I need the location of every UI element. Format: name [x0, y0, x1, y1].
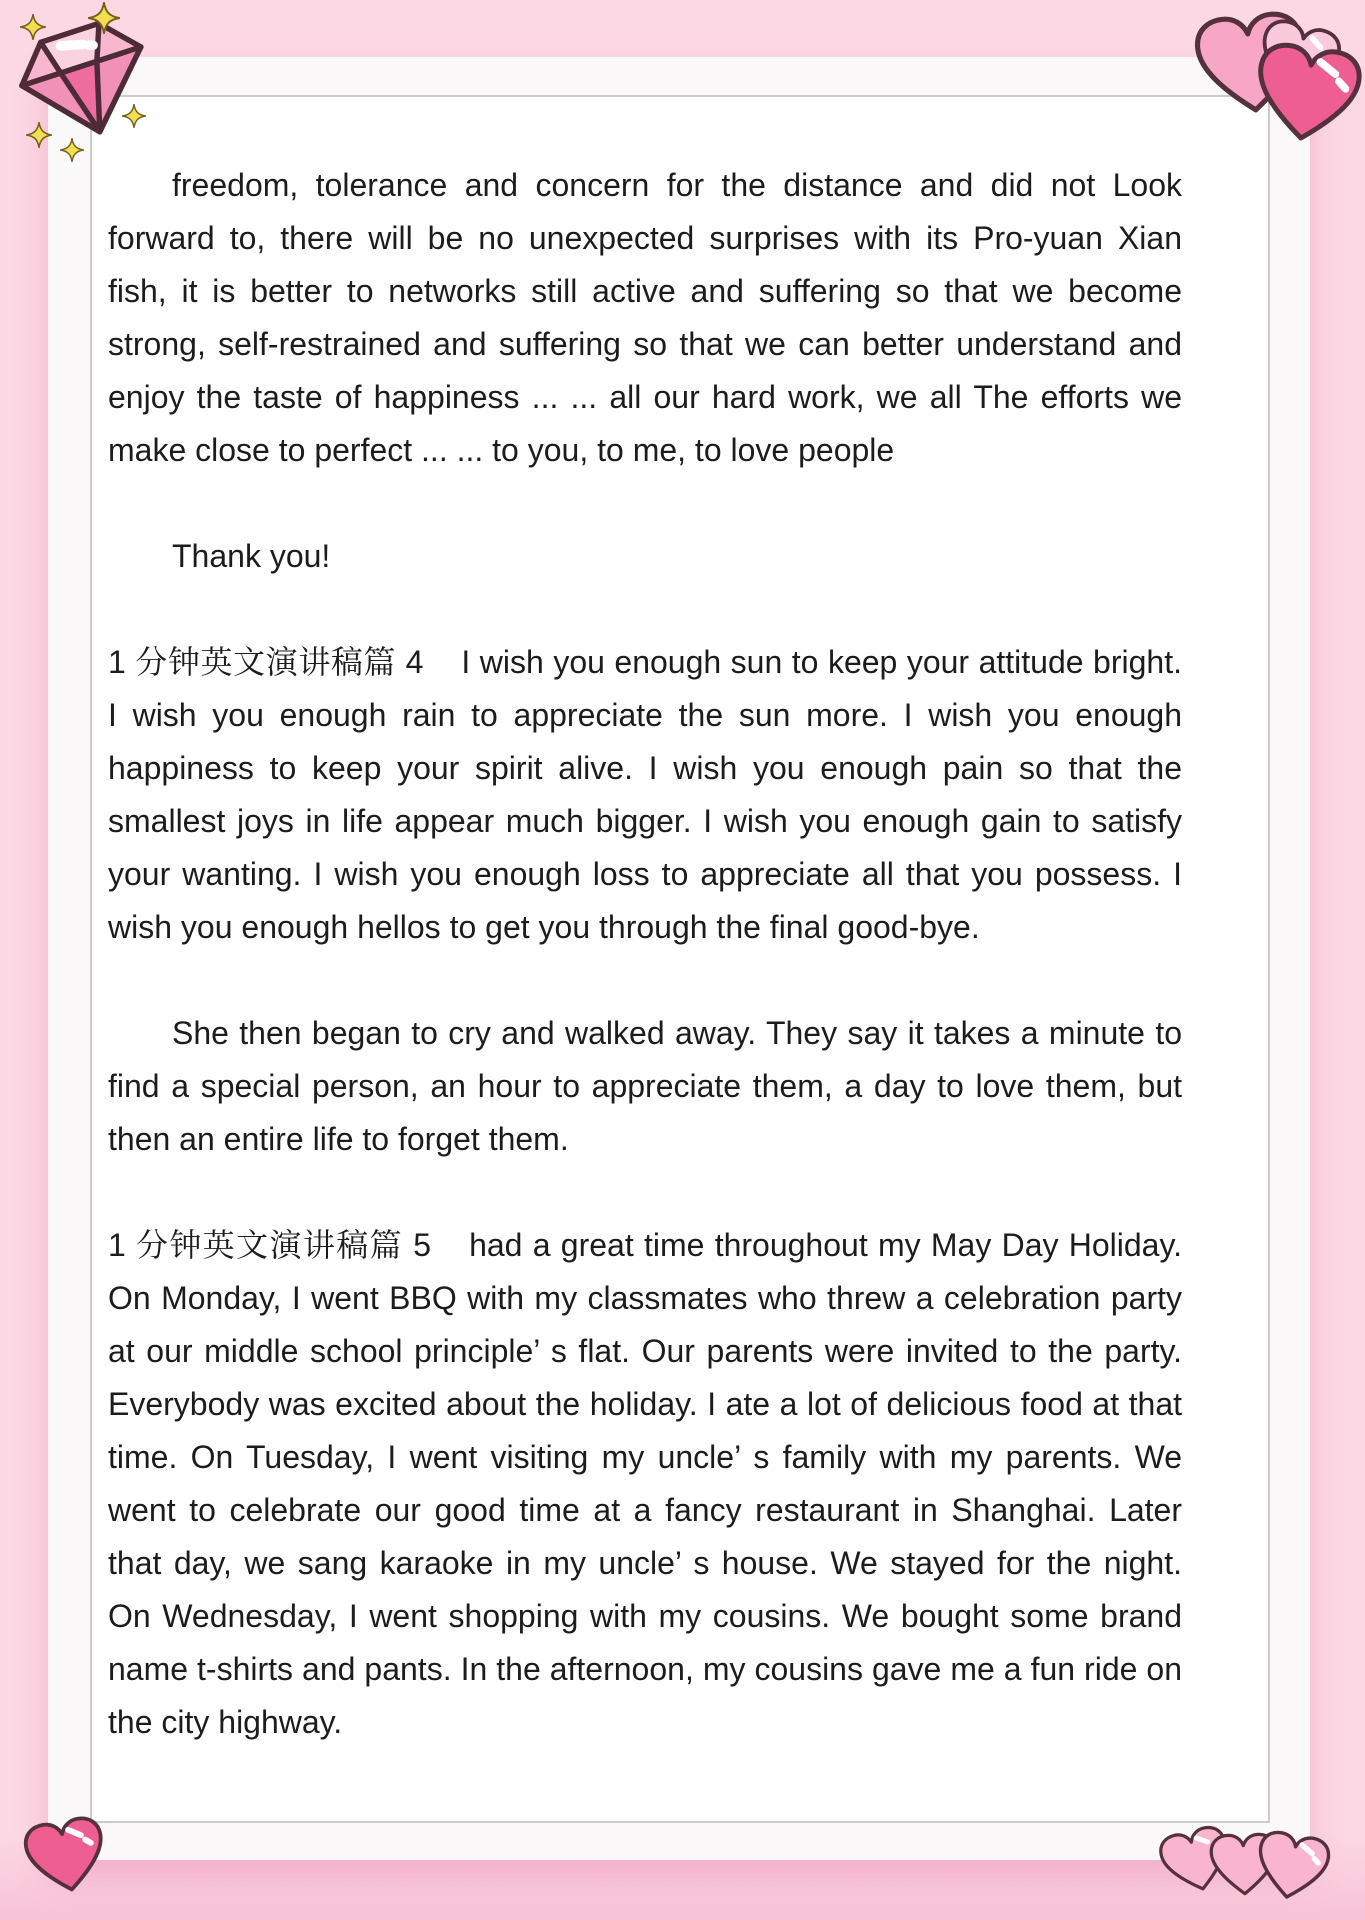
document-card — [90, 95, 1270, 1823]
paragraph: Thank you! — [172, 538, 331, 574]
sparkle-icon — [60, 138, 84, 162]
heart-icon — [18, 1811, 114, 1901]
document-text — [92, 97, 1268, 1769]
paragraph — [108, 1219, 1182, 1749]
paragraph — [108, 636, 1182, 954]
sparkle-icon — [88, 2, 120, 34]
section-heading: 1 分钟英文演讲稿篇 4 — [108, 644, 424, 680]
section-heading: 1 分钟英文演讲稿篇 5 — [108, 1227, 432, 1263]
paragraph-text: had a great time throughout my May Day Holiday. On Monday, I went BBQ with my classmates who threw a celebration party at our middle school principle’ s flat. Our parents were invited to the party. Everybody was excited about the holiday. I ate a lot of delicious food at that time. On Tuesday, I went visiting my uncle’ s family with my parents. We went to celebrate our good time at a fancy restaurant in Shanghai. Later that day, we sang karaoke in my uncle’ s house. We stayed for the night. On Wednesday, I went shopping with my cousins. We bought some brand name t-shirts and pants. In the afternoon, my cousins gave me a fun ride on the city highway. — [108, 1227, 1182, 1740]
paragraph: freedom, tolerance and concern for the distance and did not Look forward to, there will be no unexpected surprises with its Pro-yuan Xian fish, it is better to networks still active and suffering so that we become strong, self-restrained and suffering so that we can better understand and enjoy the taste of happiness ... ... all our hard work, we all The efforts we make close to perfect ... ... to you, to me, to love people — [108, 167, 1182, 468]
sparkle-icon — [122, 104, 146, 128]
sparkle-icon — [20, 14, 46, 40]
paragraph: She then began to cry and walked away. They say it takes a minute to find a special person, an hour to appreciate them, a day to love them, but then an entire life to forget them. — [108, 1015, 1182, 1157]
paragraph-text: I wish you enough sun to keep your attitude bright. I wish you enough rain to appreciate the sun more. I wish you enough happiness to keep your spirit alive. I wish you enough pain so that the smallest joys in life appear much bigger. I wish you enough gain to satisfy your wanting. I wish you enough loss to appreciate all that you possess. I wish you enough hellos to get you through the final good-bye. — [108, 644, 1182, 945]
sparkle-icon — [26, 122, 52, 148]
heart-icon — [1248, 1826, 1335, 1908]
heart-icon — [1246, 37, 1365, 152]
